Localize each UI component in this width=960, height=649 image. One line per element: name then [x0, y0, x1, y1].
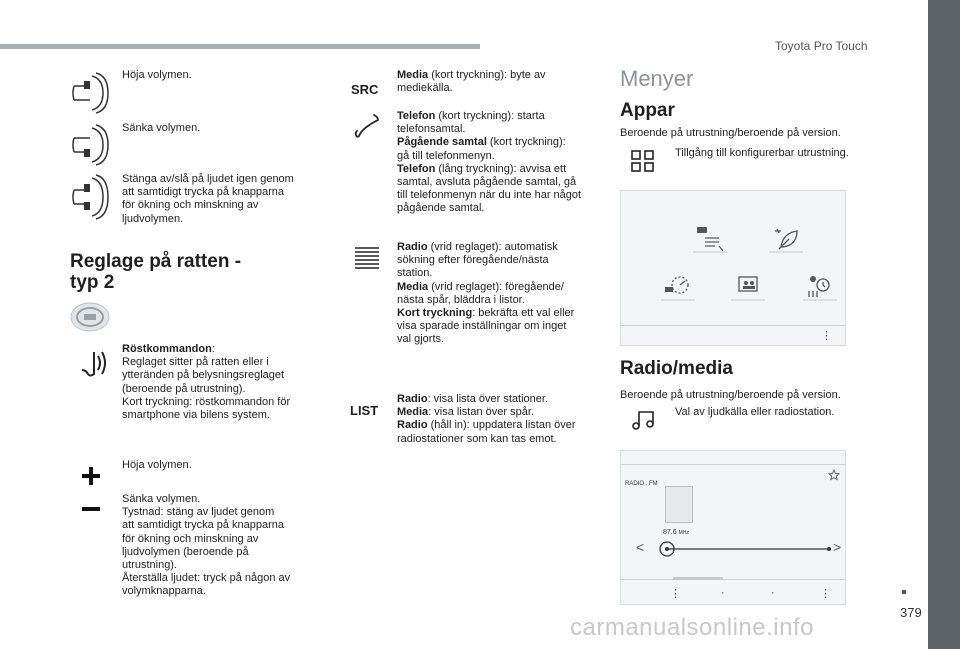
subheading-apps: Appar	[620, 100, 675, 121]
list-text: Radio: visa lista över stationer. Media: visa listan över spår. Radio (håll in): uppdatera listan över radiostationer som kan tas emot.	[397, 393, 576, 445]
wheel-volume-up-icon	[70, 70, 112, 116]
radio-dot-2[interactable]: ·	[771, 587, 775, 599]
header-title: Toyota Pro Touch	[775, 39, 868, 53]
trip-computer-app-icon[interactable]	[661, 273, 695, 301]
apps-screen	[620, 190, 846, 346]
section-heading-steering: Reglage på ratten - typ 2	[70, 251, 242, 293]
radio-dot-1[interactable]: ·	[721, 587, 725, 599]
page-marker	[902, 590, 906, 594]
side-tab	[928, 0, 960, 649]
mute-text: Stänga av/slå på ljudet igen genom att samtidigt trycka på knapparna för ökning och minskning av ljudvolymen.	[122, 173, 294, 225]
radio-menu-icon[interactable]: ⋮	[670, 588, 681, 600]
list-label: LIST	[350, 403, 379, 418]
radio-icon-text: Val av ljudkälla eller radiostation.	[675, 406, 835, 418]
apps-description: Beroende på utrustning/beroende på version.	[620, 127, 841, 139]
frequency-readout: 87.6 MHz	[663, 529, 689, 536]
apps-icon-text: Tillgång till konfigurerbar utrustning.	[675, 147, 849, 159]
music-note-icon	[631, 410, 657, 430]
wheel-volume-down-icon	[70, 122, 112, 168]
apps-more-icon[interactable]: ⋮	[821, 330, 832, 342]
scroll-dial-icon	[353, 246, 381, 270]
phone-icon	[354, 112, 382, 140]
radio-description: Beroende på utrustning/beroende på version.	[620, 389, 841, 401]
favorite-star-icon[interactable]	[828, 469, 840, 481]
voice-text: Röstkommandon: Reglaget sitter på ratten eller i ytteränden på belysningsreglaget (beroende på utrustning). Kort tryckning: röstkommandon för smartphone via bilens system.	[122, 343, 291, 422]
radio-tab-indicator	[673, 577, 723, 580]
dial-text: Radio (vrid reglaget): automatisk sökning efter föregående/nästa station. Media (vrid reglaget): föregående/ nästa spår, bläddra i listor. Kort tryckning: bekräfta ett val eller visa sparade inställningar om inget val gjorts.	[397, 241, 575, 346]
radio-screen	[620, 450, 846, 605]
telephone-text: Telefon (kort tryckning): starta telefonsamtal. Pågående samtal (kort tryckning): gå till telefonmenyn. Telefon (lång tryckning): avvisa ett samtal, avsluta pågående samtal, gå till telefonmenyn när du inte har något pågående samtal.	[397, 110, 582, 215]
section-title-menus: Menyer	[620, 66, 694, 91]
contacts-app-icon[interactable]	[731, 273, 765, 301]
header-rule	[0, 44, 480, 49]
vol-down-text: Sänka volymen.	[122, 122, 201, 134]
page-number: 379	[900, 605, 922, 620]
apps-screen-divider	[621, 325, 845, 326]
voice-command-icon	[74, 344, 110, 380]
plus-icon	[80, 465, 102, 487]
src-label: SRC	[351, 82, 379, 97]
wheel-mute-icon	[70, 172, 112, 222]
radio-screen-top-divider	[621, 464, 845, 465]
watermark: carmanualsonline.info	[570, 614, 814, 641]
radio-screen-bottom-divider	[621, 579, 845, 580]
vol-up-text: Höja volymen.	[122, 69, 192, 81]
apps-grid-icon	[631, 150, 655, 172]
eco-app-icon[interactable]	[769, 225, 803, 253]
subheading-radio-media: Radio/media	[620, 358, 733, 379]
steering-wheel-thumb-icon	[70, 302, 110, 332]
frequency-slider[interactable]	[657, 539, 837, 559]
vehicle-settings-app-icon[interactable]	[803, 273, 837, 301]
minus-text: Sänka volymen. Tystnad: stäng av ljudet genom att samtidigt trycka på knapparna för ökning och minskning av ljudvolymen (beroende på utrustning). Återställa ljudet: tryck på någon av volymknapparna.	[122, 493, 291, 598]
radio-band-label: RADIO . FM	[625, 481, 658, 487]
messages-app-icon[interactable]	[693, 225, 727, 253]
plus-text: Höja volymen.	[122, 459, 192, 471]
prev-station-icon[interactable]: <	[636, 539, 645, 555]
radio-more-icon[interactable]: ⋮	[820, 588, 831, 600]
album-art-placeholder	[665, 486, 693, 523]
next-station-icon[interactable]: >	[833, 539, 842, 555]
minus-icon	[80, 505, 102, 513]
src-text: Media (kort tryckning): byte av mediekälla.	[397, 69, 546, 95]
